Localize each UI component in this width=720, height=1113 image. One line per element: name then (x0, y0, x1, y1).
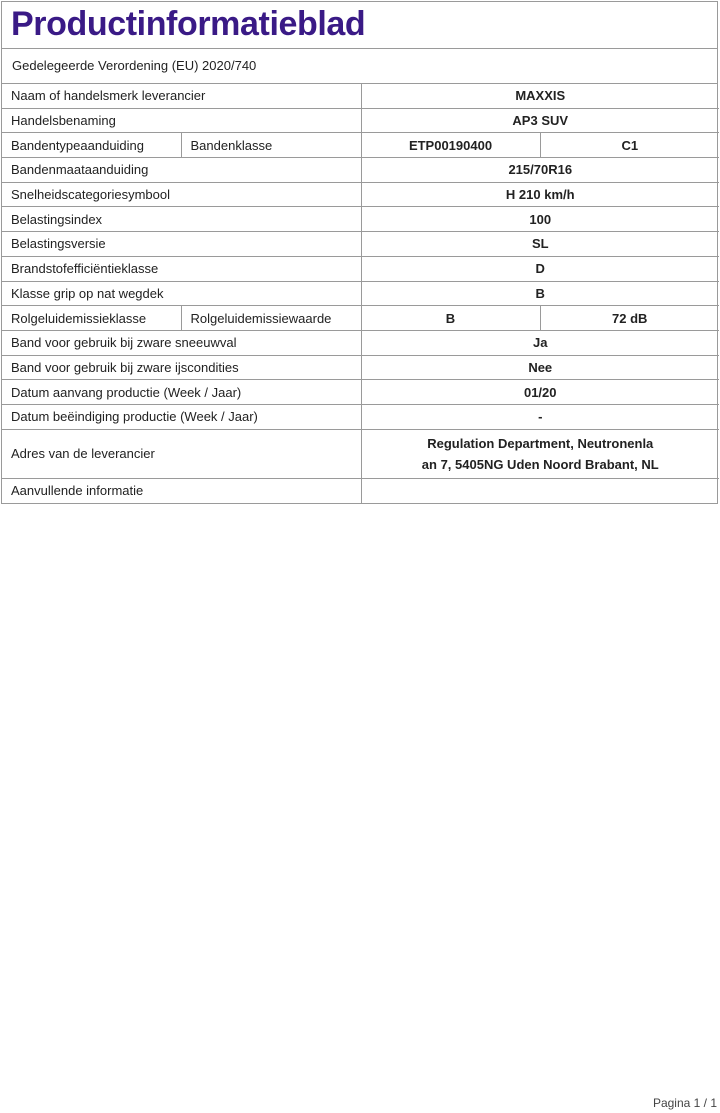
tyre-type-label: Bandentypeaanduiding (2, 133, 181, 158)
fuel-label: Brandstofefficiëntieklasse (2, 256, 361, 281)
supplier-label: Naam of handelsmerk leverancier (2, 84, 361, 108)
tyre-class-label: Bandenklasse (181, 133, 361, 158)
table-row (2, 281, 719, 306)
speed-label: Snelheidscategoriesymbool (2, 182, 361, 207)
trade-name-label: Handelsbenaming (2, 108, 361, 133)
prod-start-label: Datum aanvang productie (Week / Jaar) (2, 380, 361, 405)
table-row (2, 380, 719, 405)
size-value: 215/70R16 (361, 158, 719, 183)
prod-end-label: Datum beëindiging productie (Week / Jaar) (2, 404, 361, 429)
product-info-sheet (1, 1, 718, 504)
noise-class-label: Rolgeluidemissieklasse (2, 306, 181, 331)
table-row (2, 306, 719, 331)
product-info-table (2, 84, 719, 503)
noise-value: 72 dB (540, 306, 719, 331)
supplier-value: MAXXIS (361, 84, 719, 108)
table-row (2, 232, 719, 257)
table-row (2, 108, 719, 133)
table-row (2, 404, 719, 429)
load-index-value: 100 (361, 207, 719, 232)
extra-info-label: Aanvullende informatie (2, 478, 361, 503)
address-line-1: Regulation Department, Neutronenla (427, 435, 654, 451)
table-row (2, 158, 719, 183)
extra-info-value (361, 478, 719, 503)
table-row (2, 182, 719, 207)
ice-value: Nee (361, 355, 719, 380)
page-number: Pagina 1 / 1 (652, 1096, 717, 1110)
load-version-value: SL (361, 232, 719, 257)
snow-label: Band voor gebruik bij zware sneeuwval (2, 330, 361, 355)
address-value (361, 429, 719, 478)
load-version-label: Belastingsversie (2, 232, 361, 257)
tyre-type-value: ETP00190400 (361, 133, 540, 158)
table-row (2, 355, 719, 380)
page-title: Productinformatieblad (11, 5, 366, 43)
speed-value: H 210 km/h (361, 182, 719, 207)
tyre-class-value: C1 (540, 133, 719, 158)
snow-value: Ja (361, 330, 719, 355)
noise-value-label: Rolgeluidemissiewaarde (181, 306, 361, 331)
prod-start-value: 01/20 (361, 380, 719, 405)
wet-grip-value: B (361, 281, 719, 306)
table-row (2, 330, 719, 355)
address-label: Adres van de leverancier (2, 429, 361, 478)
noise-class-value: B (361, 306, 540, 331)
trade-name-value: AP3 SUV (361, 108, 719, 133)
ice-label: Band voor gebruik bij zware ijscondities (2, 355, 361, 380)
wet-grip-label: Klasse grip op nat wegdek (2, 281, 361, 306)
table-row (2, 207, 719, 232)
prod-end-value: - (361, 404, 719, 429)
table-row (2, 429, 719, 478)
table-row (2, 84, 719, 108)
title-row (2, 2, 717, 49)
table-row (2, 256, 719, 281)
address-line-2: an 7, 5405NG Uden Noord Brabant, NL (421, 456, 659, 472)
table-row (2, 478, 719, 503)
fuel-value: D (361, 256, 719, 281)
load-index-label: Belastingsindex (2, 207, 361, 232)
regulation-subtitle: Gedelegeerde Verordening (EU) 2020/740 (2, 49, 717, 84)
size-label: Bandenmaataanduiding (2, 158, 361, 183)
table-row (2, 133, 719, 158)
